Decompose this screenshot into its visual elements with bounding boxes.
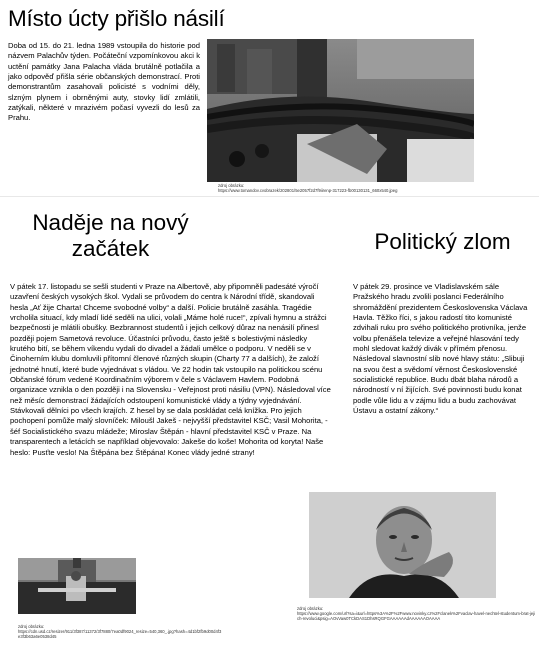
section1-text: Doba od 15. do 21. ledna 1989 vstoupila do historie pod názvem Palachův týden. Počáteční vzpomínkovou akci k uctění památky Jana Palacha vláda brutálně potlačila a jako odpověď přišla série občanských demonstrací. Proti demonstrantům zasahovali policisté s vodními děly, slzným plynem i obrněnými auty, stovky lidí zmlátili, zatýkali, některé v mrazivém počasí vyvezli do lesů za Prahu. bbox=[8, 41, 200, 123]
section1-caption bbox=[218, 183, 468, 193]
section3-caption-url[interactable]: https://www.google.com/url?sa=i&url=https%3A%2F%2Fwww.novinky.cz%2Fclanek%2Fvaclav-havel-nechtel-studentum-brat-jejich-revoluci&psig=AOvVaw0TCkDAS1DhsRQGFGAAAAAAdAAAAAAOAAAA bbox=[297, 611, 536, 622]
section3-title: Politický zlom bbox=[374, 229, 511, 254]
divider-1 bbox=[0, 196, 539, 197]
section3-text: V pátek 29. prosince ve Vladislavském sále Pražského hradu zvolili poslanci Federálního shromáždění prezidentem Československa Václava Havla. Těžko říci, s jakou radostí tito komunisté zdvihali ruku pro svého politického protivníka, jenže volbu přenášela televize a veřejné hlasování tedy mohl sledovat každý divák v přímém přenosu. Následoval slavnostní slib nové hlavy státu: „Slibuji na svou čest a svědomí věrnost Československé socialistické republice. Budu dbát blaha národů a národností v ní žijících. Své povinnosti budu konat podle vůle lidu a v zájmu lidu a budu zachovávat Ústavu a ostatní zákony.“ bbox=[353, 282, 528, 416]
photo-vaclav-havel-portrait bbox=[309, 492, 496, 598]
section2-caption-url[interactable]: https://cdn.usd.cz/resizer/911/3f387/11372/3f7880/7ea0df9024_resize=540,360_.jpg?hash=4d1bf2fb9d00d4f3e3f3b63a6e0538d45 bbox=[18, 629, 222, 640]
section3-caption bbox=[297, 606, 535, 622]
section3-caption-label: zdroj obrázku: bbox=[297, 606, 324, 611]
photo-water-cannon-crowd bbox=[207, 39, 474, 182]
section2-caption bbox=[18, 624, 223, 640]
section2-text: V pátek 17. listopadu se sešli studenti v Praze na Albertově, aby připomněli padesáté výročí uzavření českých vysokých škol. Vydali se průvodem do centra k Národní třídě, skandovali hesla „Ať žije Charta! Chceme svobodné volby“ a další. Policie brutálně zasáhla. Tragédie vrcholila situací, kdy mladí lidé seděli na ulici, volali „Máme holé ruce!“, zpívali hymnu a strážci bezpečnosti je mlátili obušky. Bezbrannost studentů i jejich celkový důraz na nenásilí přinesl později pojem Sametová revoluce. Účastníci průvodu, často ještě s bolestivými následky krutého bití, se během víkendu vydali do divadel a žádali umělce o podporu. V neděli se v Činoherním klubu domluvili přítomní členové různých skupin (Charty 77 a dalších), že založí jednotné hnutí, které bude vyjednávat s vládou. Ve 22 hodin tak vstoupilo na politickou scénu Občanské fórum vedené Koordinačním výborem v čele s Václavem Havlem. Podobná organizace vznikla o den později i na Slovensku - Veřejnost proti násiliu (VPN). Následoval více než měsíc demonstrací žádajících odstoupení komunistické vlády a týdny vyjednávání. Stávkovali dělníci po všech krajích. Z hesel by se dala poskládat celá knížka. Pro jejich pochopení pomůže malý slovníček: Miloušl Jakeš - nejvyšší představitel KSČ; Vasil Mohorita, - šéf Socialistického svazu mládeže; Miroslav Štěpán - hlavní představitel KSČ v Praze. Na transparentech a letácích se například objevovalo: Jakeše do koše! Mohorita od koryta! Naše heslo: Pusťte veslo! Na Štěpána bez Štěpána! Konec vlády jedné strany! bbox=[10, 282, 331, 457]
section1-title: Místo úcty přišlo násilí bbox=[8, 6, 225, 31]
section2-caption-label: zdroj obrázku: bbox=[18, 624, 45, 629]
photo-square-demonstration bbox=[18, 558, 136, 614]
section2-title: Naděje na nový začátek bbox=[32, 210, 189, 261]
section1-caption-url[interactable]: https://www.tomandov.cvobrazek/202801/5e2057f2d7f9iirenp-317223-fb00130131_660x540.jpeg bbox=[218, 188, 398, 194]
section1-caption-label: zdroj obrázku: bbox=[218, 183, 245, 188]
